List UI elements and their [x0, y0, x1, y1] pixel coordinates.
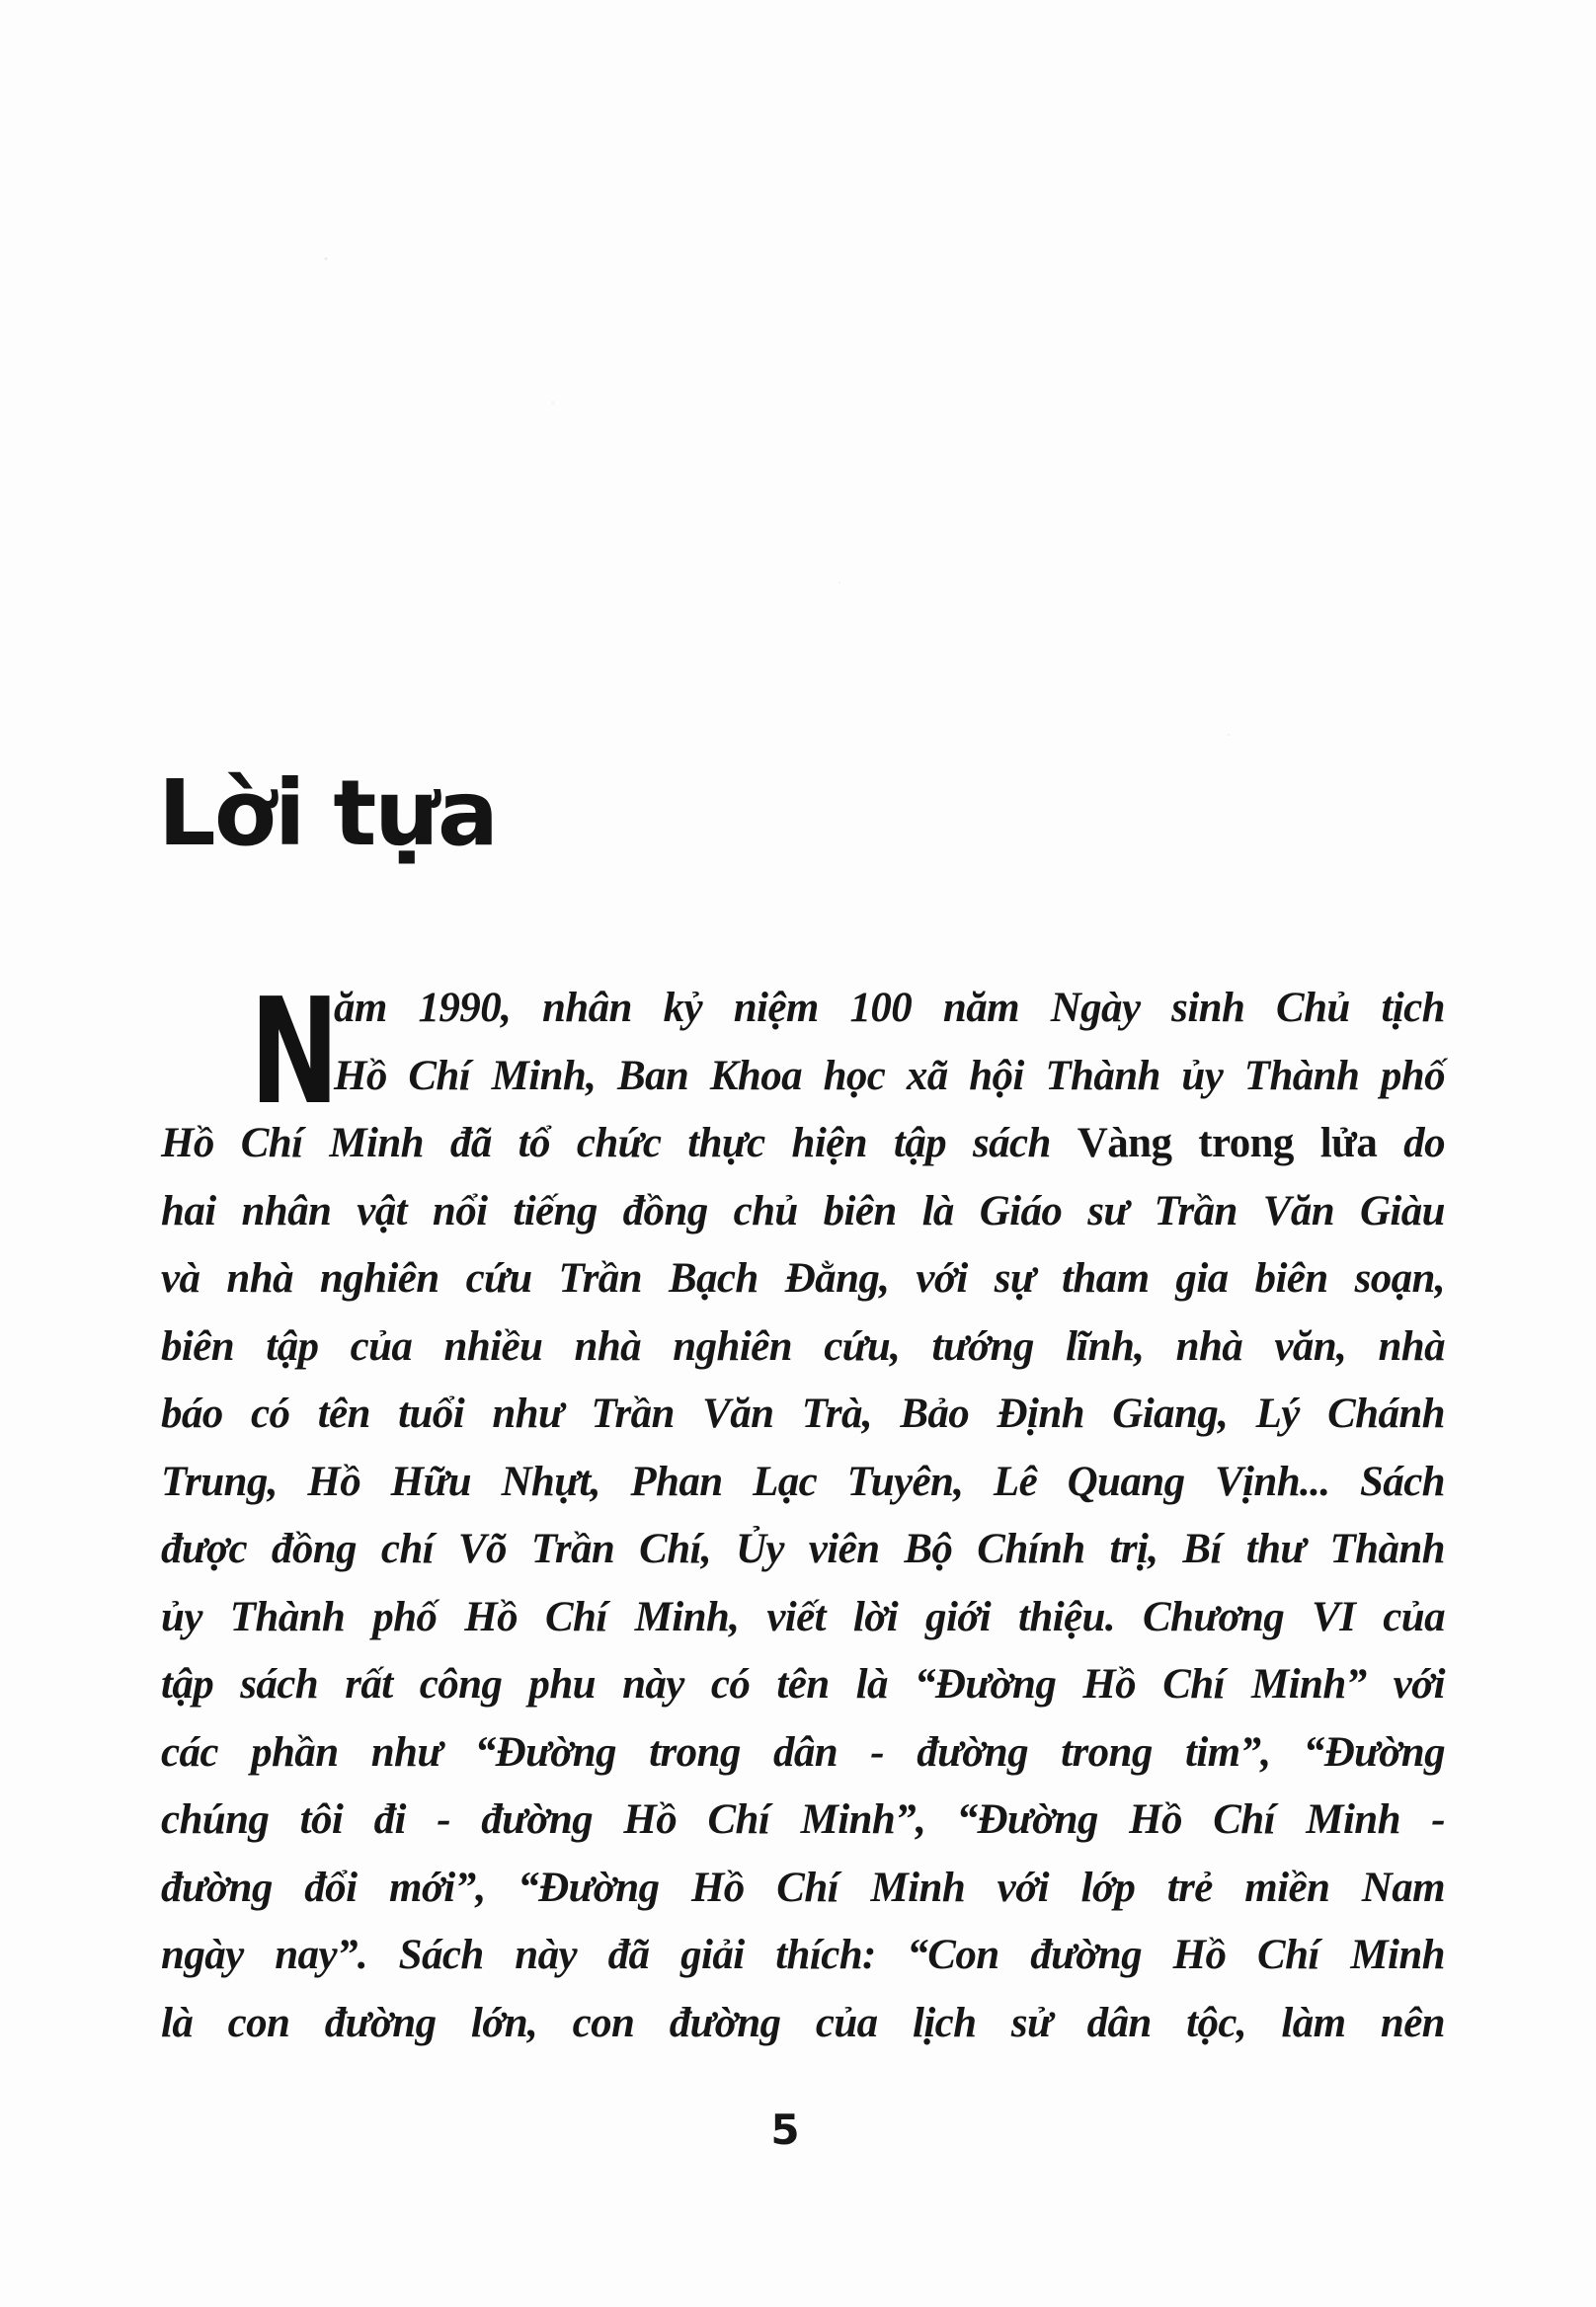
preface-paragraph: [161, 967, 1445, 2057]
text-segment: Trung, Hồ Hữu Nhựt, Phan Lạc Tuyên, Lê Quang Vịnh... Sách: [161, 1458, 1445, 1505]
text-line: [161, 1313, 1445, 1382]
text-segment: chúng tôi đi - đường Hồ Chí Minh”, “Đường Hồ Chí Minh -: [161, 1796, 1445, 1843]
dropcap-letter: N: [250, 967, 340, 1137]
book-title-text: Vàng trong lửa: [1077, 1120, 1378, 1166]
text-line: [161, 1584, 1445, 1652]
text-line: [161, 1381, 1445, 1449]
text-line: [161, 1922, 1445, 1990]
text-segment: là con đường lớn, con đường của lịch sử dân tộc, làm nên: [161, 1999, 1445, 2046]
text-segment: ăm 1990, nhân kỷ niệm 100 năm Ngày sinh Chủ tịch: [334, 985, 1445, 1031]
text-segment: các phần như “Đường trong dân - đường trong tim”, “Đường: [161, 1728, 1445, 1776]
text-segment: Hồ Chí Minh, Ban Khoa học xã hội Thành ủy Thành phố: [334, 1052, 1445, 1099]
text-line: [161, 1719, 1445, 1788]
text-line: [161, 1110, 1445, 1178]
text-line: [161, 1245, 1445, 1313]
text-segment: hai nhân vật nổi tiếng đồng chủ biên là Giáo sư Trần Văn Giàu: [161, 1187, 1445, 1234]
page-number: 5: [770, 2106, 800, 2154]
text-segment: ủy Thành phố Hồ Chí Minh, viết lời giới thiệu. Chương VI của: [161, 1593, 1445, 1640]
text-line: [161, 1787, 1445, 1855]
text-line: [161, 1043, 1445, 1111]
text-segment: biên tập của nhiều nhà nghiên cứu, tướng lĩnh, nhà văn, nhà: [161, 1322, 1445, 1370]
text-line: [161, 975, 1445, 1043]
text-line: [161, 1516, 1445, 1584]
text-segment: Hồ Chí Minh đã tổ chức thực hiện tập sách: [161, 1120, 1077, 1166]
text-segment: ngày nay”. Sách này đã giải thích: “Con đường Hồ Chí Minh: [161, 1932, 1445, 1978]
text-segment: do: [1377, 1120, 1445, 1166]
text-line: [161, 1651, 1445, 1719]
text-segment: đường đổi mới”, “Đường Hồ Chí Minh với lớp trẻ miền Nam: [161, 1864, 1445, 1911]
text-segment: tập sách rất công phu này có tên là “Đường Hồ Chí Minh” với: [161, 1661, 1445, 1708]
text-line: [161, 1178, 1445, 1246]
page-title: Lời tựa: [158, 759, 497, 866]
text-line: [161, 1855, 1445, 1923]
text-segment: được đồng chí Võ Trần Chí, Ủy viên Bộ Chính trị, Bí thư Thành: [161, 1526, 1445, 1572]
text-segment: báo có tên tuổi như Trần Văn Trà, Bảo Định Giang, Lý Chánh: [161, 1391, 1445, 1437]
text-segment: và nhà nghiên cứu Trần Bạch Đằng, với sự tham gia biên soạn,: [161, 1255, 1445, 1302]
text-line: [161, 1449, 1445, 1517]
text-line: [161, 1990, 1445, 2058]
